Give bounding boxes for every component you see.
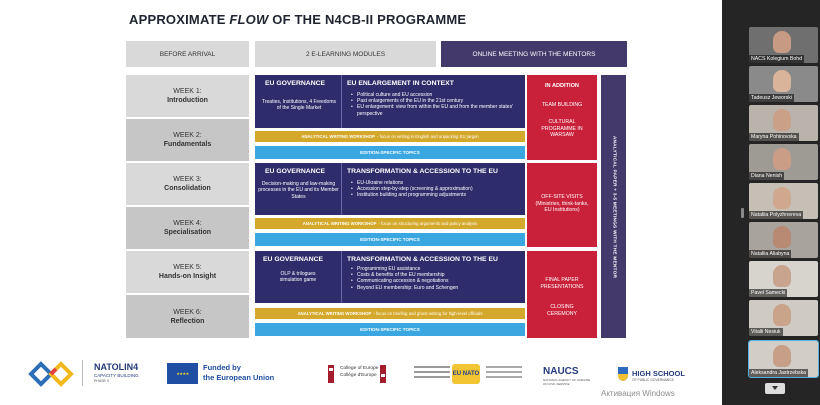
list-item: • Past enlargements of the EU in the 21st century bbox=[351, 98, 521, 104]
strip-resize-handle[interactable] bbox=[741, 208, 744, 218]
week-6: WEEK 6: Reflection bbox=[126, 295, 249, 338]
participant-tile[interactable] bbox=[749, 105, 818, 141]
week-3: WEEK 3: Consolidation bbox=[126, 163, 249, 205]
red-box-1-c: CULTURAL PROGRAMME IN WARSAW bbox=[541, 119, 583, 138]
block-3-left bbox=[255, 251, 342, 303]
block-2 bbox=[255, 163, 525, 215]
block-1-right-title: EU ENLARGEMENT IN CONTEXT bbox=[347, 80, 454, 87]
coe-line-1: College of Europe bbox=[340, 366, 379, 371]
coe-emblem-2-icon bbox=[378, 363, 388, 385]
workshop-bar-2: ANALYTICAL WRITING WORKSHOP - focus on structuring arguments and policy analysis bbox=[255, 218, 525, 229]
participant-tile[interactable] bbox=[749, 66, 818, 102]
workshop-bar-1: ANALYTICAL WRITING WORKSHOP - focus on writing in English and unpacking EU jargon bbox=[255, 131, 525, 142]
list-item: • EU-Ukraine relations bbox=[351, 180, 521, 186]
natolin-logo-icon bbox=[28, 361, 74, 387]
participant-name: Maryna Pohinovska bbox=[751, 134, 797, 140]
list-item: • Costs & benefits of the EU membership bbox=[351, 272, 521, 278]
naucs-sub: NATIONAL AGENCY OF UKRAINE ON CIVIL SERVICE bbox=[543, 378, 591, 386]
workshop-bar-3: ANALYTICAL WRITING WORKSHOP - focus on briefing and ghost-writing for high-level officials bbox=[255, 308, 525, 319]
week-1: WEEK 1: Introduction bbox=[126, 75, 249, 117]
list-item: • Communicating accession & negotiations bbox=[351, 278, 521, 284]
participant-tile[interactable] bbox=[749, 222, 818, 258]
week-2: WEEK 2: Fundamentals bbox=[126, 119, 249, 161]
participant-name: NACS Kolegium Bohd bbox=[751, 56, 803, 62]
list-item: • Accession step-by-step (screening & approximation) bbox=[351, 186, 521, 192]
coe-line-2: Collège d'Europe bbox=[340, 373, 377, 378]
eu-funded-line-2: the European Union bbox=[203, 373, 275, 382]
edition-bar-2: EDITION-SPECIFIC TOPICS bbox=[255, 233, 525, 246]
red-box-2 bbox=[527, 163, 597, 247]
block-2-left-title: EU GOVERNANCE bbox=[265, 168, 326, 175]
participant-tile[interactable] bbox=[749, 144, 818, 180]
block-2-list bbox=[351, 180, 521, 199]
high-school-shield-icon bbox=[617, 366, 629, 382]
block-1-list bbox=[351, 92, 521, 117]
list-item: • Programming EU assistance bbox=[351, 266, 521, 272]
participant-name: Tadeusz Jeworski bbox=[751, 95, 792, 101]
block-2-right-title: TRANSFORMATION & ACCESSION TO THE EU bbox=[347, 168, 498, 175]
block-3 bbox=[255, 251, 525, 303]
before-arrival-header: BEFORE ARRIVAL bbox=[126, 41, 249, 67]
participant-name: Aleksandra Jastrzebska bbox=[751, 370, 807, 376]
participant-name: Nataliia Polyzhnereva bbox=[751, 212, 802, 218]
natolin-logo-phase: PHASE II bbox=[94, 379, 109, 383]
participant-name: Nataliia Aliabyna bbox=[751, 251, 790, 257]
list-item: • EU enlargement: view from within the EU and from the member states' perspective bbox=[351, 104, 521, 116]
naucs-logo: NAUCS bbox=[543, 366, 579, 377]
red-box-3-a: FINAL PAPER PRESENTATIONS bbox=[540, 277, 584, 290]
natolin-logo-text: NATOLIN4 bbox=[94, 362, 139, 372]
block-3-right-title: TRANSFORMATION & ACCESSION TO THE EU bbox=[347, 256, 498, 263]
edition-bar-3: EDITION-SPECIFIC TOPICS bbox=[255, 323, 525, 336]
participant-tile[interactable] bbox=[749, 27, 818, 63]
government-office-logo bbox=[484, 364, 524, 384]
block-1-left-text: Treaties, Institutions, 4 Freedoms of the Single Market bbox=[261, 99, 336, 112]
eu-funded-line-1: Funded by bbox=[203, 363, 241, 372]
red-box-1-b: TEAM BUILDING bbox=[541, 102, 583, 108]
windows-activation-watermark: Активация Windows bbox=[601, 389, 675, 398]
list-item: • Political culture and EU accession bbox=[351, 92, 521, 98]
natolin-logo-sub: CAPACITY BUILDING bbox=[94, 373, 139, 378]
week-5: WEEK 5: Hands-on Insight bbox=[126, 251, 249, 293]
mentors-header: ONLINE MEETING WITH THE MENTORS bbox=[441, 41, 627, 67]
list-item: • Beyond EU membership: Euro and Schengen bbox=[351, 285, 521, 291]
slide-title: APPROXIMATE FLOW OF THE N4CB-II PROGRAMME bbox=[129, 12, 467, 27]
block-2-left bbox=[255, 163, 342, 215]
participant-tile[interactable] bbox=[749, 183, 818, 219]
list-item: • Institution building and programming adjustments bbox=[351, 192, 521, 198]
eu-nato-logo: EU NATO bbox=[452, 364, 480, 384]
red-box-2-a: OFF-SITE VISITS (Ministries, think-tanks, EU Institutions) bbox=[535, 194, 589, 213]
block-2-left-text: Decision-making and law-making processes in the EU and its Member States bbox=[258, 181, 339, 200]
red-box-3 bbox=[527, 251, 597, 338]
red-box-1-a: IN ADDITION bbox=[545, 83, 579, 89]
elearning-header: 2 E-LEARNING MODULES bbox=[255, 41, 436, 67]
eu-flag-icon: ★★★★ bbox=[167, 363, 198, 384]
week-4: WEEK 4: Specialisation bbox=[126, 207, 249, 249]
analytical-paper-bar: ANALYTICAL PAPER + 3-5 MEETINGS WITH THE MENTOR bbox=[601, 75, 626, 338]
red-box-3-b: CLOSING CEREMONY bbox=[547, 304, 577, 317]
logo-divider bbox=[82, 360, 83, 386]
chevron-down-icon[interactable] bbox=[765, 383, 785, 394]
high-school-logo: HIGH SCHOOL bbox=[632, 369, 685, 378]
participant-tile[interactable] bbox=[749, 300, 818, 336]
ukraine-eu-office-logo bbox=[410, 364, 450, 384]
participant-name: Pavel Samecki bbox=[751, 290, 786, 296]
block-1-left-title: EU GOVERNANCE bbox=[265, 80, 326, 87]
participant-name: Vitalii Nesiuk bbox=[751, 329, 781, 335]
participant-name: Diana Nenish bbox=[751, 173, 783, 179]
block-3-list bbox=[351, 266, 521, 291]
participant-tile[interactable] bbox=[749, 261, 818, 297]
edition-bar-1: EDITION-SPECIFIC TOPICS bbox=[255, 146, 525, 159]
block-1 bbox=[255, 75, 525, 128]
high-school-sub: OF PUBLIC GOVERNANCE bbox=[632, 378, 674, 382]
coe-emblem-icon bbox=[326, 363, 336, 385]
participant-tile-speaking[interactable] bbox=[749, 341, 818, 377]
red-box-1 bbox=[527, 75, 597, 160]
block-3-left-text: OLP & trilogues simulation game bbox=[279, 271, 317, 284]
block-1-left bbox=[255, 75, 342, 128]
block-3-left-title: EU GOVERNANCE bbox=[263, 256, 324, 263]
